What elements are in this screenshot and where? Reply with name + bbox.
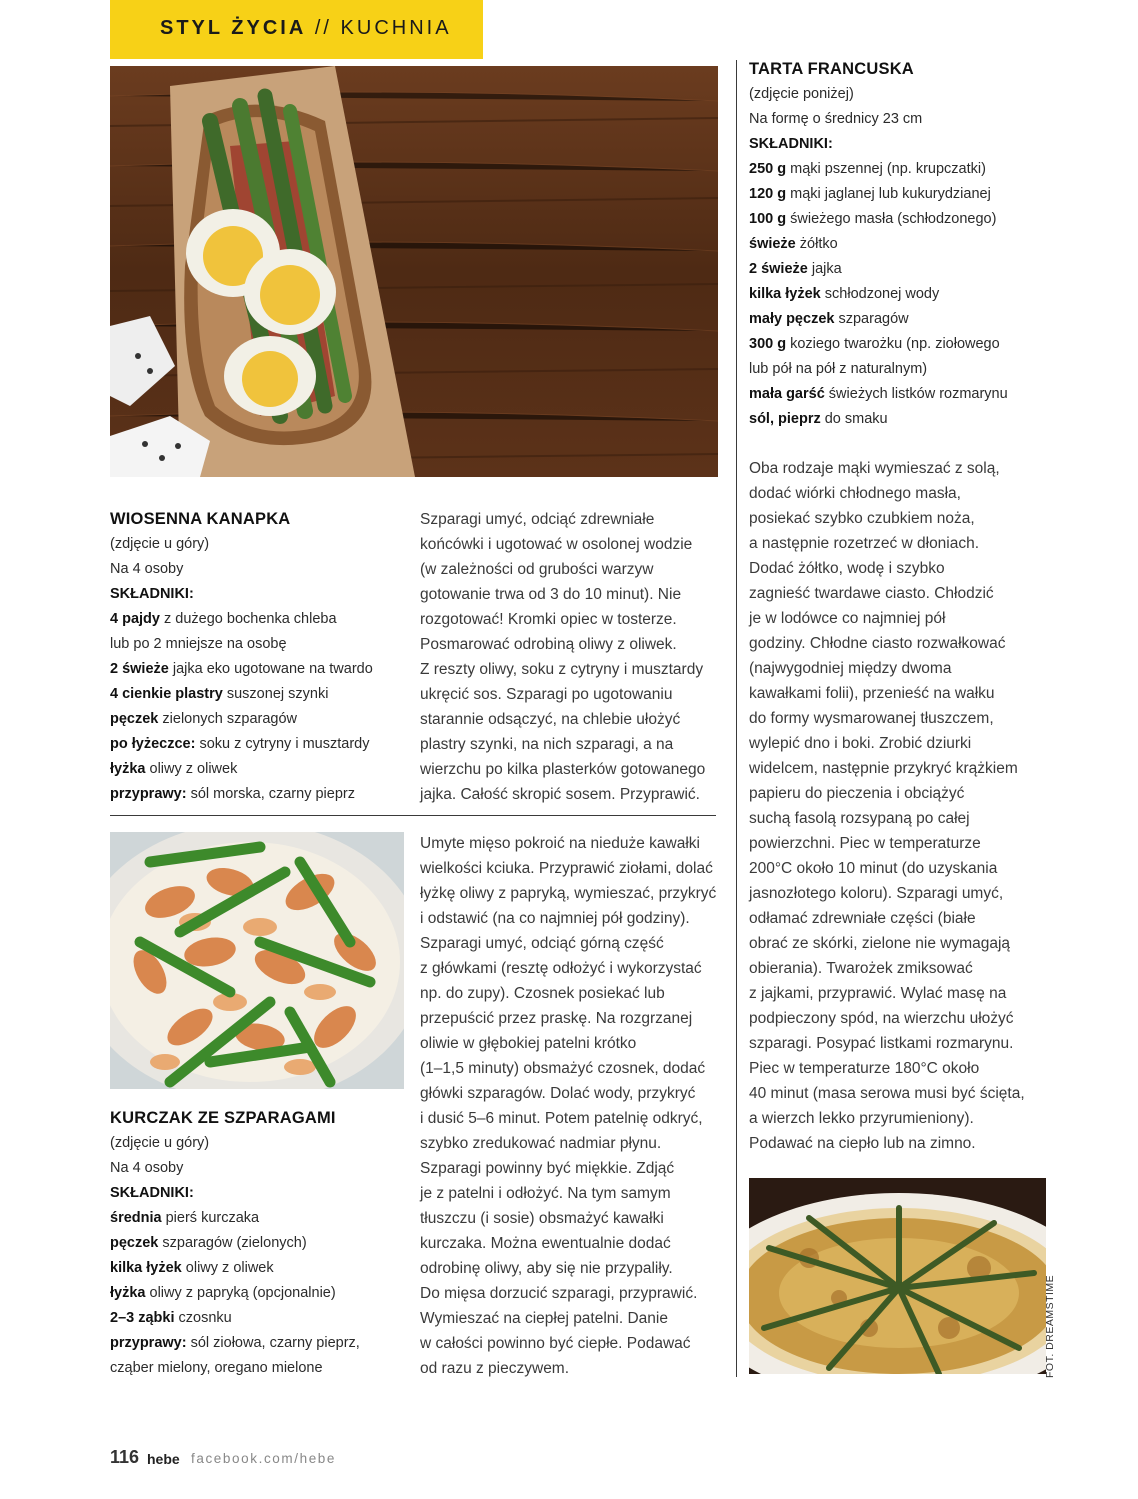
ingredient-line: łyżka oliwy z papryką (opcjonalnie) [110, 1285, 336, 1301]
ingredient-line: świeże żółtko [749, 236, 838, 252]
ingredient-line: pęczek zielonych szparagów [110, 711, 298, 727]
photo-note: (zdjęcie u góry) [110, 1135, 210, 1151]
section-separator: // [306, 17, 341, 39]
ingredient-line: 2–3 ząbki czosnku [110, 1310, 232, 1326]
page-number: 116 [110, 1447, 140, 1467]
ingredient-line: mały pęczek szparagów [749, 311, 909, 327]
ingredient-line: 250 g mąki pszennej (np. krupczatki) [749, 161, 986, 177]
ingredient-line: 4 pajdy z dużego bochenka chleba [110, 611, 337, 627]
ingredient-line: średnia pierś kurczaka [110, 1210, 260, 1226]
ingredients-heading: SKŁADNIKI: [110, 1185, 194, 1201]
asparagus-tart-photo [749, 1178, 1046, 1374]
ingredient-line: lub pół na pół z naturalnym) [749, 361, 928, 377]
ingredient-line: łyżka oliwy z oliwek [110, 761, 238, 777]
ingredient-line: 4 cienkie plastry suszonej szynki [110, 686, 329, 702]
ingredient-line: cząber mielony, oregano mielone [110, 1360, 323, 1376]
servings: Na formę o średnicy 23 cm [749, 111, 923, 127]
ingredient-line: kilka łyżek oliwy z oliwek [110, 1260, 274, 1276]
ingredient-line: przyprawy: sól ziołowa, czarny pieprz, [110, 1335, 360, 1351]
asparagus-egg-toast-photo [110, 66, 718, 477]
recipe-tarta-method: Oba rodzaje mąki wymieszać z solą, dodać wiórki chłodnego masła, posiekać szybko czubkiem noża, a następnie rozetrzeć w dłoniach. Dodać żółtko, wodę i szybko zagnieść twardawe ciasto. Chłodzić je w lodówce co najmniej pół godziny. Chłodne ciasto rozwałkować (najwygodniej między dwoma kawałkami folii), przenieść na wałku do formy wysmarowanej tłuszczem, wylepić dno i boki. Zrobić dziurki widelcem, następnie przykryć krążkiem papieru do pieczenia i obciążyć suchą fasolą rozsypaną po całej powierzchni. Piec w temperaturze 200°C około 10 minut (do uzyskania jasnozłotego koloru). Szparagi umyć, odłamać zdrewniałe części (białe obrać ze skórki, zielone nie wymagają obierania). Twarożek zmiksować z jajkami, przyprawić. Wylać masę na podpieczony spód, na wierzchu ułożyć szparagi. Posypać listkami rozmarynu. Piec w temperaturze 180°C około 40 minut (masa serowa musi być ścięta, a wierzch lekko przyrumieniony). Podawać na ciepło lub na zimno. [749, 460, 1025, 1152]
ingredient-line: 120 g mąki jaglanej lub kukurydzianej [749, 186, 991, 202]
recipe-title: WIOSENNA KANAPKA [110, 510, 291, 528]
ingredient-line: 2 świeże jajka eko ugotowane na twardo [110, 661, 373, 677]
hebe-logo: hebe [147, 1451, 180, 1467]
ingredient-line: 2 świeże jajka [749, 261, 842, 277]
section-divider [110, 815, 716, 816]
recipe-kurczak-method: Umyte mięso pokroić na nieduże kawałki wielkości kciuka. Przyprawić ziołami, dolać łyżkę oliwy z papryką, wymieszać, przykryć i odstawić (na co najmniej pół godziny). Szparagi umyć, odciąć górną część z główkami (resztę odłożyć i wykorzystać np. do zupy). Czosnek posiekać lub przepuścić przez praskę. Na rozgrzanej oliwie w głębokiej patelni krótko (1–1,5 minuty) obsmażyć czosnek, dodać główki szparagów. Dolać wody, przykryć i dusić 5–6 minut. Potem patelnię odkryć, szybko zredukować nadmiar płynu. Szparagi powinny być miękkie. Zdjąć je z patelni i odłożyć. Na tym samym tłuszczu (i sosie) obsmażyć kawałki kurczaka. Można ewentualnie dodać odrobinę oliwy, aby się nie przypaliły. Do mięsa dorzucić szparagi, przyprawić. Wymieszać na ciepłej patelni. Danie w całości powinno być ciepłe. Podawać od razu z pieczywem. [420, 835, 717, 1377]
recipe-tarta-francuska [749, 57, 1029, 432]
recipe-title: TARTA FRANCUSKA [749, 60, 914, 78]
section-header [160, 17, 452, 40]
recipe-wiosenna-kanapka [110, 507, 410, 807]
ingredient-line: 300 g koziego twarożku (np. ziołowego [749, 336, 1000, 352]
ingredient-line: pęczek szparagów (zielonych) [110, 1235, 307, 1251]
ingredient-line: 100 g świeżego masła (schłodzonego) [749, 211, 997, 227]
ingredient-line: lub po 2 mniejsze na osobę [110, 636, 287, 652]
ingredient-line: po łyżeczce: soku z cytryny i musztardy [110, 736, 370, 752]
photo-note: (zdjęcie u góry) [110, 536, 210, 552]
recipe-wiosenna-kanapka-method: Szparagi umyć, odciąć zdrewniałe końcówki i ugotować w osolonej wodzie (w zależności od grubości warzyw gotowanie trwa od 3 do 10 minut). Nie rozgotować! Kromki opiec w tosterze. Posmarować odrobiną oliwy z oliwek. Z reszty oliwy, soku z cytryny i musztardy ukręcić sos. Szparagi po ugotowaniu starannie odsączyć, na chlebie ułożyć plastry szynki, na nich szparagi, a na wierzchu po kilka plasterków gotowanego jajka. Całość skropić sosem. Przyprawić. [420, 511, 706, 803]
recipe-kurczak-ze-szparagami [110, 1106, 410, 1381]
subsection-name: KUCHNIA [340, 17, 452, 39]
photo-note: (zdjęcie poniżej) [749, 86, 854, 102]
column-divider [736, 60, 737, 1377]
ingredient-line: kilka łyżek schłodzonej wody [749, 286, 940, 302]
ingredient-line: mała garść świeżych listków rozmarynu [749, 386, 1008, 402]
section-name: STYL ŻYCIA [160, 17, 307, 39]
servings: Na 4 osoby [110, 561, 184, 577]
facebook-link[interactable]: facebook.com/hebe [191, 1451, 337, 1466]
ingredients-heading: SKŁADNIKI: [749, 136, 833, 152]
photo-credit: FOT. DREAMSTIME [1044, 1274, 1056, 1378]
servings: Na 4 osoby [110, 1160, 184, 1176]
recipe-title: KURCZAK ZE SZPARAGAMI [110, 1109, 336, 1127]
ingredient-line: sól, pieprz do smaku [749, 411, 888, 427]
ingredient-line: przyprawy: sól morska, czarny pieprz [110, 786, 355, 802]
ingredients-heading: SKŁADNIKI: [110, 586, 194, 602]
chicken-asparagus-bowl-photo [110, 832, 404, 1089]
